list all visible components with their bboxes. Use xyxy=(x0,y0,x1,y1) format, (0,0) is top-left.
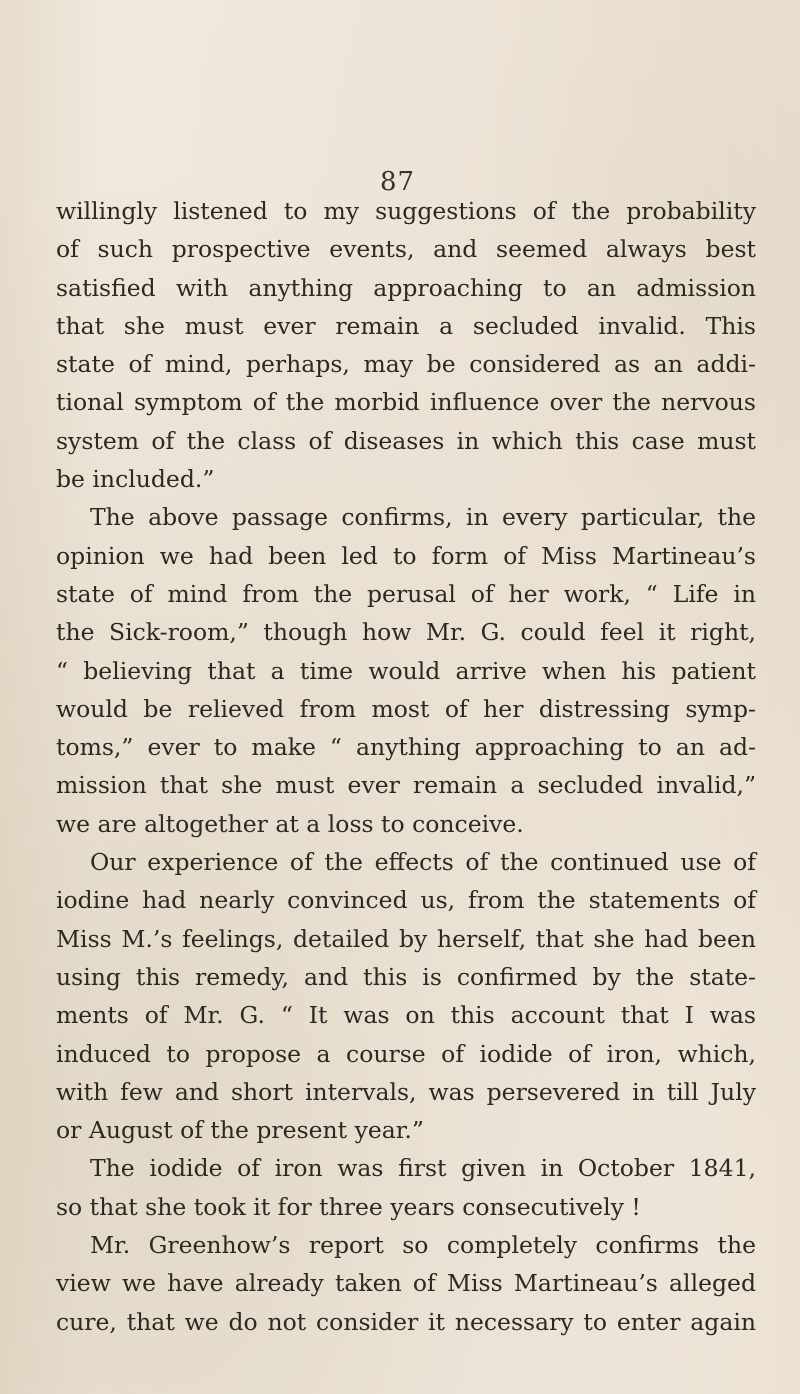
text-line: state of mind, perhaps, may be considered as an addi- xyxy=(56,350,756,379)
text-line: we are altogether at a loss to conceive. xyxy=(56,809,524,838)
text-line: The iodide of iron was first given in October 1841, xyxy=(90,1154,756,1183)
text-line: mission that she must ever remain a secluded invalid,” xyxy=(56,771,756,800)
text-line: toms,” ever to make “ anything approaching to an ad- xyxy=(56,733,756,762)
text-line: that she must ever remain a secluded invalid. This xyxy=(56,311,756,340)
text-line: Mr. Greenhow’s report so completely confirms the xyxy=(90,1231,756,1260)
text-line: “ believing that a time would arrive when his patient xyxy=(56,656,756,685)
text-line: tional symptom of the morbid influence over the nervous xyxy=(56,388,756,417)
text-line: The above passage confirms, in every particular, the xyxy=(90,503,756,532)
text-line: induced to propose a course of iodide of iron, which, xyxy=(56,1039,756,1068)
text-line: using this remedy, and this is confirmed by the state- xyxy=(56,962,756,991)
paragraph xyxy=(56,192,756,498)
text-line: cure, that we do not consider it necessary to enter again xyxy=(56,1307,756,1336)
text-line: state of mind from the perusal of her work, “ Life in xyxy=(56,579,756,608)
text-line: satisfied with anything approaching to an admission xyxy=(56,273,756,302)
text-line: the Sick-room,” though how Mr. G. could feel it right, xyxy=(56,618,756,647)
text-line: Miss M.’s feelings, detailed by herself, that she had been xyxy=(56,924,756,953)
text-line: would be relieved from most of her distressing symp- xyxy=(56,694,756,723)
text-line: Our experience of the effects of the continued use of xyxy=(90,848,756,877)
text-line: opinion we had been led to form of Miss Martineau’s xyxy=(56,541,756,570)
text-line: system of the class of diseases in which this case must xyxy=(56,426,756,455)
text-line: of such prospective events, and seemed always best xyxy=(56,235,756,264)
text-line: iodine had nearly convinced us, from the statements of xyxy=(56,886,756,915)
text-line: so that she took it for three years consecutively ! xyxy=(56,1192,641,1221)
body-text xyxy=(56,192,756,1341)
paragraph xyxy=(56,498,756,843)
text-line: or August of the present year.” xyxy=(56,1116,424,1145)
text-line: with few and short intervals, was persevered in till July xyxy=(56,1077,756,1106)
text-line: view we have already taken of Miss Martineau’s alleged xyxy=(56,1269,756,1298)
page-number: 87 xyxy=(380,167,416,197)
paragraph xyxy=(56,1149,756,1226)
text-line: ments of Mr. G. “ It was on this account that I was xyxy=(56,1001,756,1030)
text-line: willingly listened to my suggestions of the probability xyxy=(56,197,756,225)
paragraph xyxy=(56,843,756,1149)
paragraph xyxy=(56,1226,756,1341)
text-line: be included.” xyxy=(56,465,215,494)
